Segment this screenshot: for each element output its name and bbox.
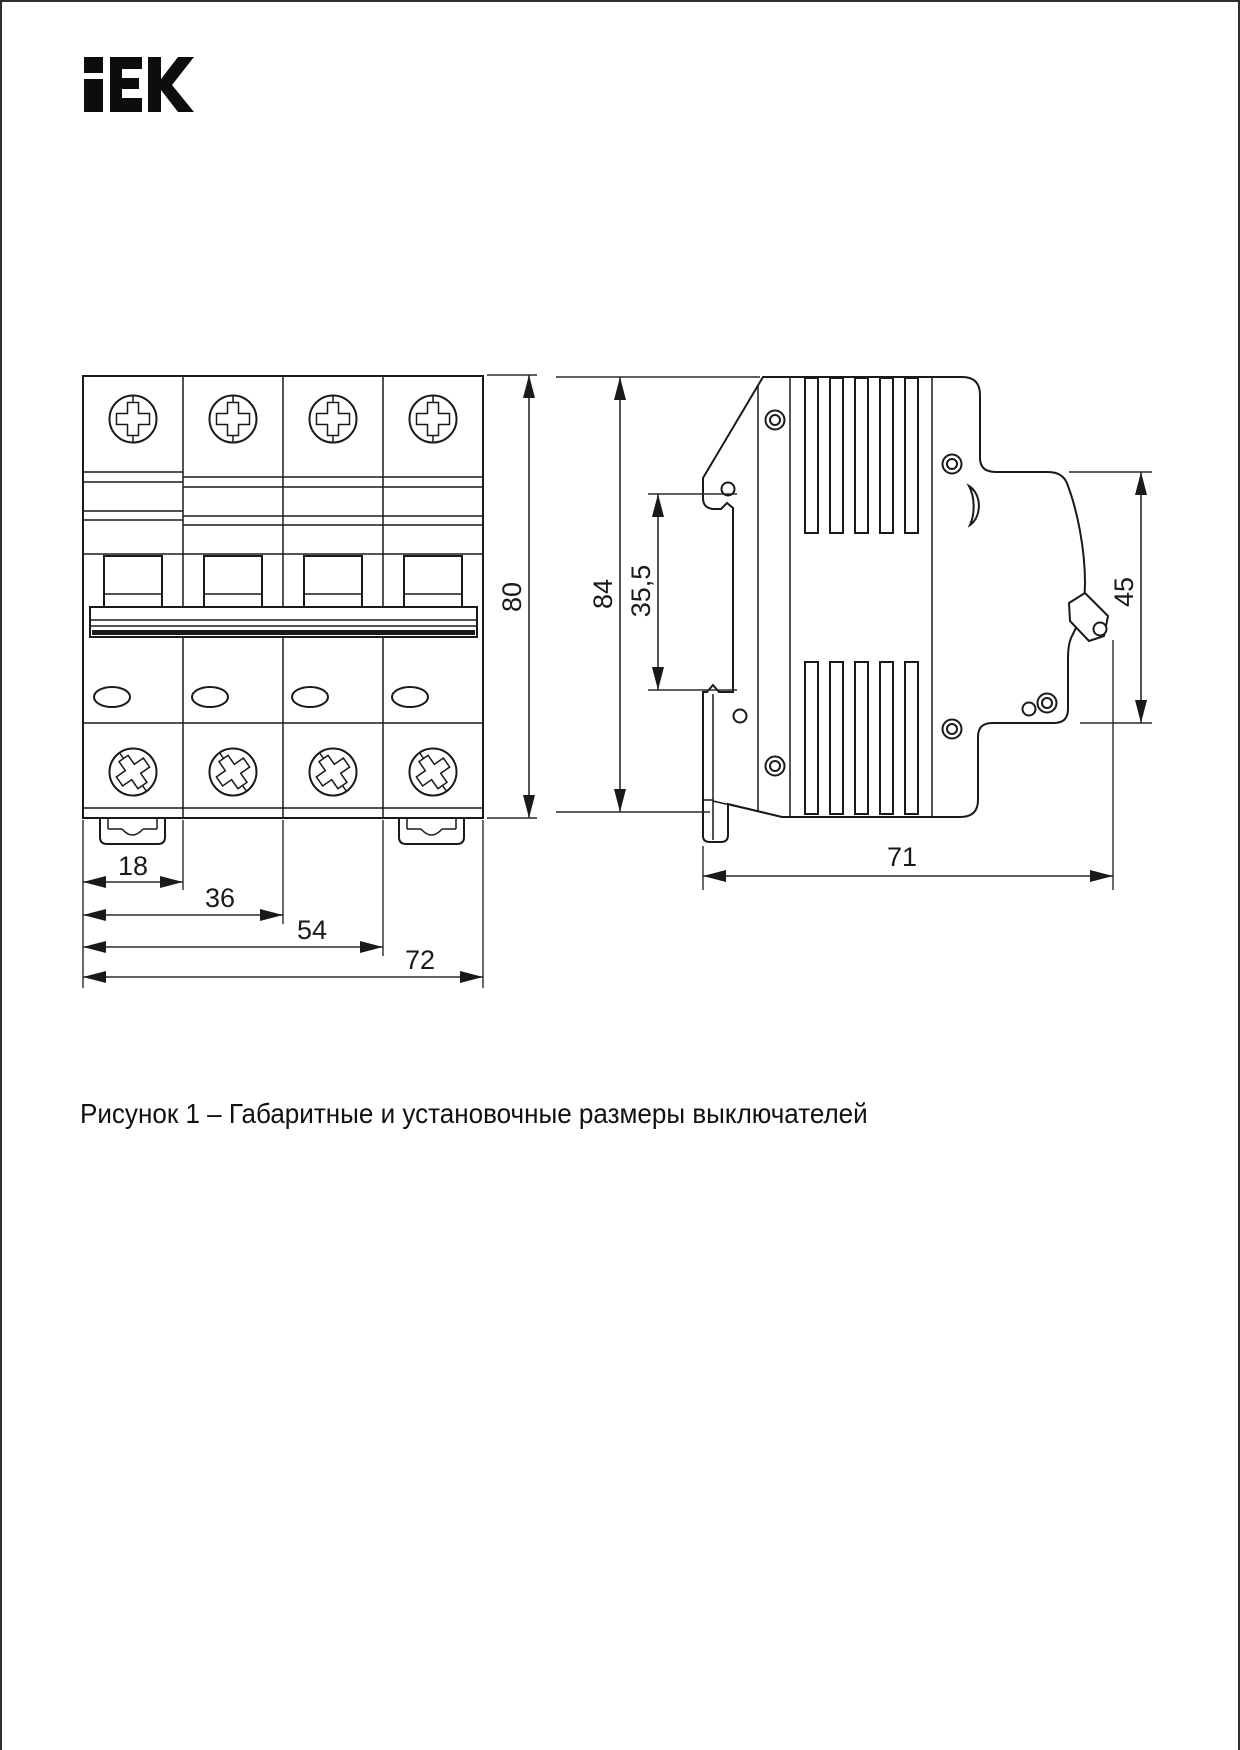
dim-71	[703, 842, 1113, 876]
rivet-icon	[943, 455, 962, 474]
rivet-icon	[943, 720, 962, 739]
dim-label-80: 80	[497, 581, 527, 613]
dim-72	[83, 945, 483, 977]
dim-label-35-5: 35,5	[626, 564, 656, 618]
din-clip-icon	[399, 818, 464, 844]
screw-icon	[410, 396, 457, 443]
screw-icon	[310, 396, 357, 443]
logo-letter-k-arms	[161, 57, 194, 112]
logo-letter-i-dot	[84, 57, 103, 73]
rivet-icon	[1038, 694, 1057, 713]
side-view-drawing	[556, 377, 1152, 890]
dim-35-5	[626, 494, 658, 690]
pin-hole-icon	[734, 710, 747, 723]
dim-label-18: 18	[117, 851, 149, 881]
front-view-drawing	[83, 375, 537, 988]
logo-letter-i-stem	[84, 79, 103, 112]
dim-84	[588, 377, 620, 812]
dim-54	[83, 915, 383, 947]
pin-hole-icon	[1023, 703, 1036, 716]
dim-label-45: 45	[1109, 576, 1139, 608]
screw-icon	[110, 396, 157, 443]
dim-45	[1109, 472, 1141, 723]
figure-caption: Рисунок 1 – Габаритные и установочные размеры выключателей	[80, 1098, 868, 1129]
dim-label-36: 36	[204, 883, 236, 913]
din-clip-icon	[100, 818, 165, 844]
logo-letter-k-stem	[148, 57, 161, 112]
dim-80	[497, 375, 529, 818]
toggle-lever-side	[1069, 593, 1108, 641]
toggle-crossbar	[90, 607, 477, 637]
dim-label-54: 54	[296, 915, 328, 945]
dim-label-84: 84	[588, 578, 618, 610]
iek-logo	[84, 57, 194, 112]
rivet-icon	[766, 411, 785, 430]
screw-icon	[210, 396, 257, 443]
dim-18	[83, 851, 183, 882]
dim-label-71: 71	[886, 842, 918, 872]
lever-hole-icon	[1094, 623, 1107, 636]
rivet-icon	[766, 757, 785, 776]
dim-label-72: 72	[404, 945, 436, 975]
logo-letter-e	[110, 57, 142, 112]
